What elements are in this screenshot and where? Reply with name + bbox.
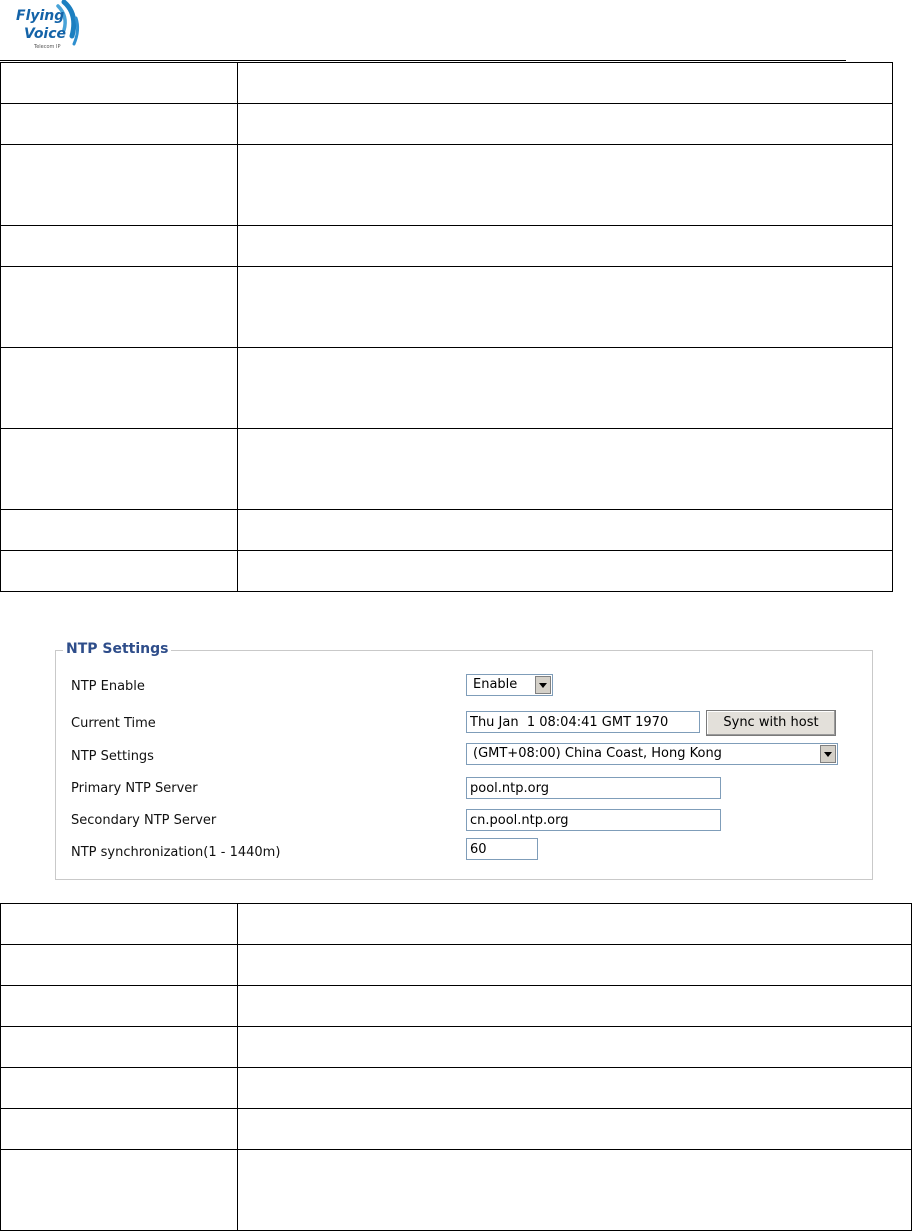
current-time-field[interactable]	[466, 711, 700, 733]
table-row	[1, 226, 893, 267]
table-cell	[238, 1109, 912, 1150]
table-cell	[1, 267, 238, 348]
parameter-table-bottom	[0, 903, 912, 1231]
table-row	[1, 1068, 912, 1109]
primary-ntp-server-field[interactable]	[466, 777, 721, 799]
table-cell	[238, 1150, 912, 1231]
svg-text:Telecom IP: Telecom IP	[34, 44, 61, 50]
svg-text:Flying: Flying	[16, 8, 65, 24]
table-cell	[1, 986, 238, 1027]
ntp-sync-interval-label: NTP synchronization(1 - 1440m)	[71, 845, 281, 860]
table-row	[1, 945, 912, 986]
ntp-sync-interval-field[interactable]	[466, 838, 538, 860]
table-cell	[238, 226, 893, 267]
table-row	[1, 551, 893, 592]
table-cell	[238, 551, 893, 592]
table-cell	[1, 1068, 238, 1109]
ntp-enable-label: NTP Enable	[71, 679, 145, 694]
table-cell	[238, 945, 912, 986]
table-cell	[238, 104, 893, 145]
table-row	[1, 429, 893, 510]
table-row	[1, 510, 893, 551]
table-cell	[1, 1109, 238, 1150]
table-cell	[238, 986, 912, 1027]
ntp-settings-label: NTP Settings	[71, 749, 154, 764]
table-cell	[1, 904, 238, 945]
table-cell	[1, 226, 238, 267]
table-cell	[1, 104, 238, 145]
table-cell	[1, 510, 238, 551]
flying-voice-logo	[14, 0, 84, 52]
ntp-enable-value: Enable	[473, 677, 518, 692]
table-row	[1, 348, 893, 429]
table-cell	[238, 904, 912, 945]
table-cell	[1, 348, 238, 429]
svg-text:Voice: Voice	[24, 26, 67, 42]
primary-ntp-server-label: Primary NTP Server	[71, 781, 198, 796]
table-cell	[1, 1150, 238, 1231]
table-cell	[238, 429, 893, 510]
table-row	[1, 1027, 912, 1068]
table-cell	[1, 1027, 238, 1068]
sync-with-host-button[interactable]: Sync with host	[706, 710, 836, 736]
chevron-down-icon[interactable]	[820, 745, 836, 763]
table-cell	[1, 429, 238, 510]
current-time-label: Current Time	[71, 716, 156, 731]
table-cell	[238, 1068, 912, 1109]
table-cell	[238, 267, 893, 348]
table-cell	[238, 63, 893, 104]
table-row	[1, 1109, 912, 1150]
chevron-down-icon[interactable]	[535, 676, 551, 694]
ntp-enable-select[interactable]	[466, 674, 553, 696]
timezone-value: (GMT+08:00) China Coast, Hong Kong	[473, 746, 722, 761]
table-cell	[238, 1027, 912, 1068]
panel-title: NTP Settings	[63, 639, 171, 659]
table-row	[1, 145, 893, 226]
timezone-select[interactable]	[466, 743, 838, 765]
table-cell	[238, 510, 893, 551]
table-cell	[1, 551, 238, 592]
secondary-ntp-server-label: Secondary NTP Server	[71, 813, 217, 828]
header-rule	[0, 60, 846, 61]
table-cell	[1, 945, 238, 986]
parameter-table-top	[0, 62, 893, 592]
ntp-settings-panel	[55, 641, 873, 880]
table-row	[1, 104, 893, 145]
logo-graphic	[14, 0, 84, 52]
table-row	[1, 904, 912, 945]
table-cell	[1, 145, 238, 226]
table-row	[1, 63, 893, 104]
table-row	[1, 267, 893, 348]
secondary-ntp-server-field[interactable]	[466, 809, 721, 831]
table-cell	[238, 145, 893, 226]
table-row	[1, 986, 912, 1027]
table-row	[1, 1150, 912, 1231]
table-cell	[238, 348, 893, 429]
table-cell	[1, 63, 238, 104]
